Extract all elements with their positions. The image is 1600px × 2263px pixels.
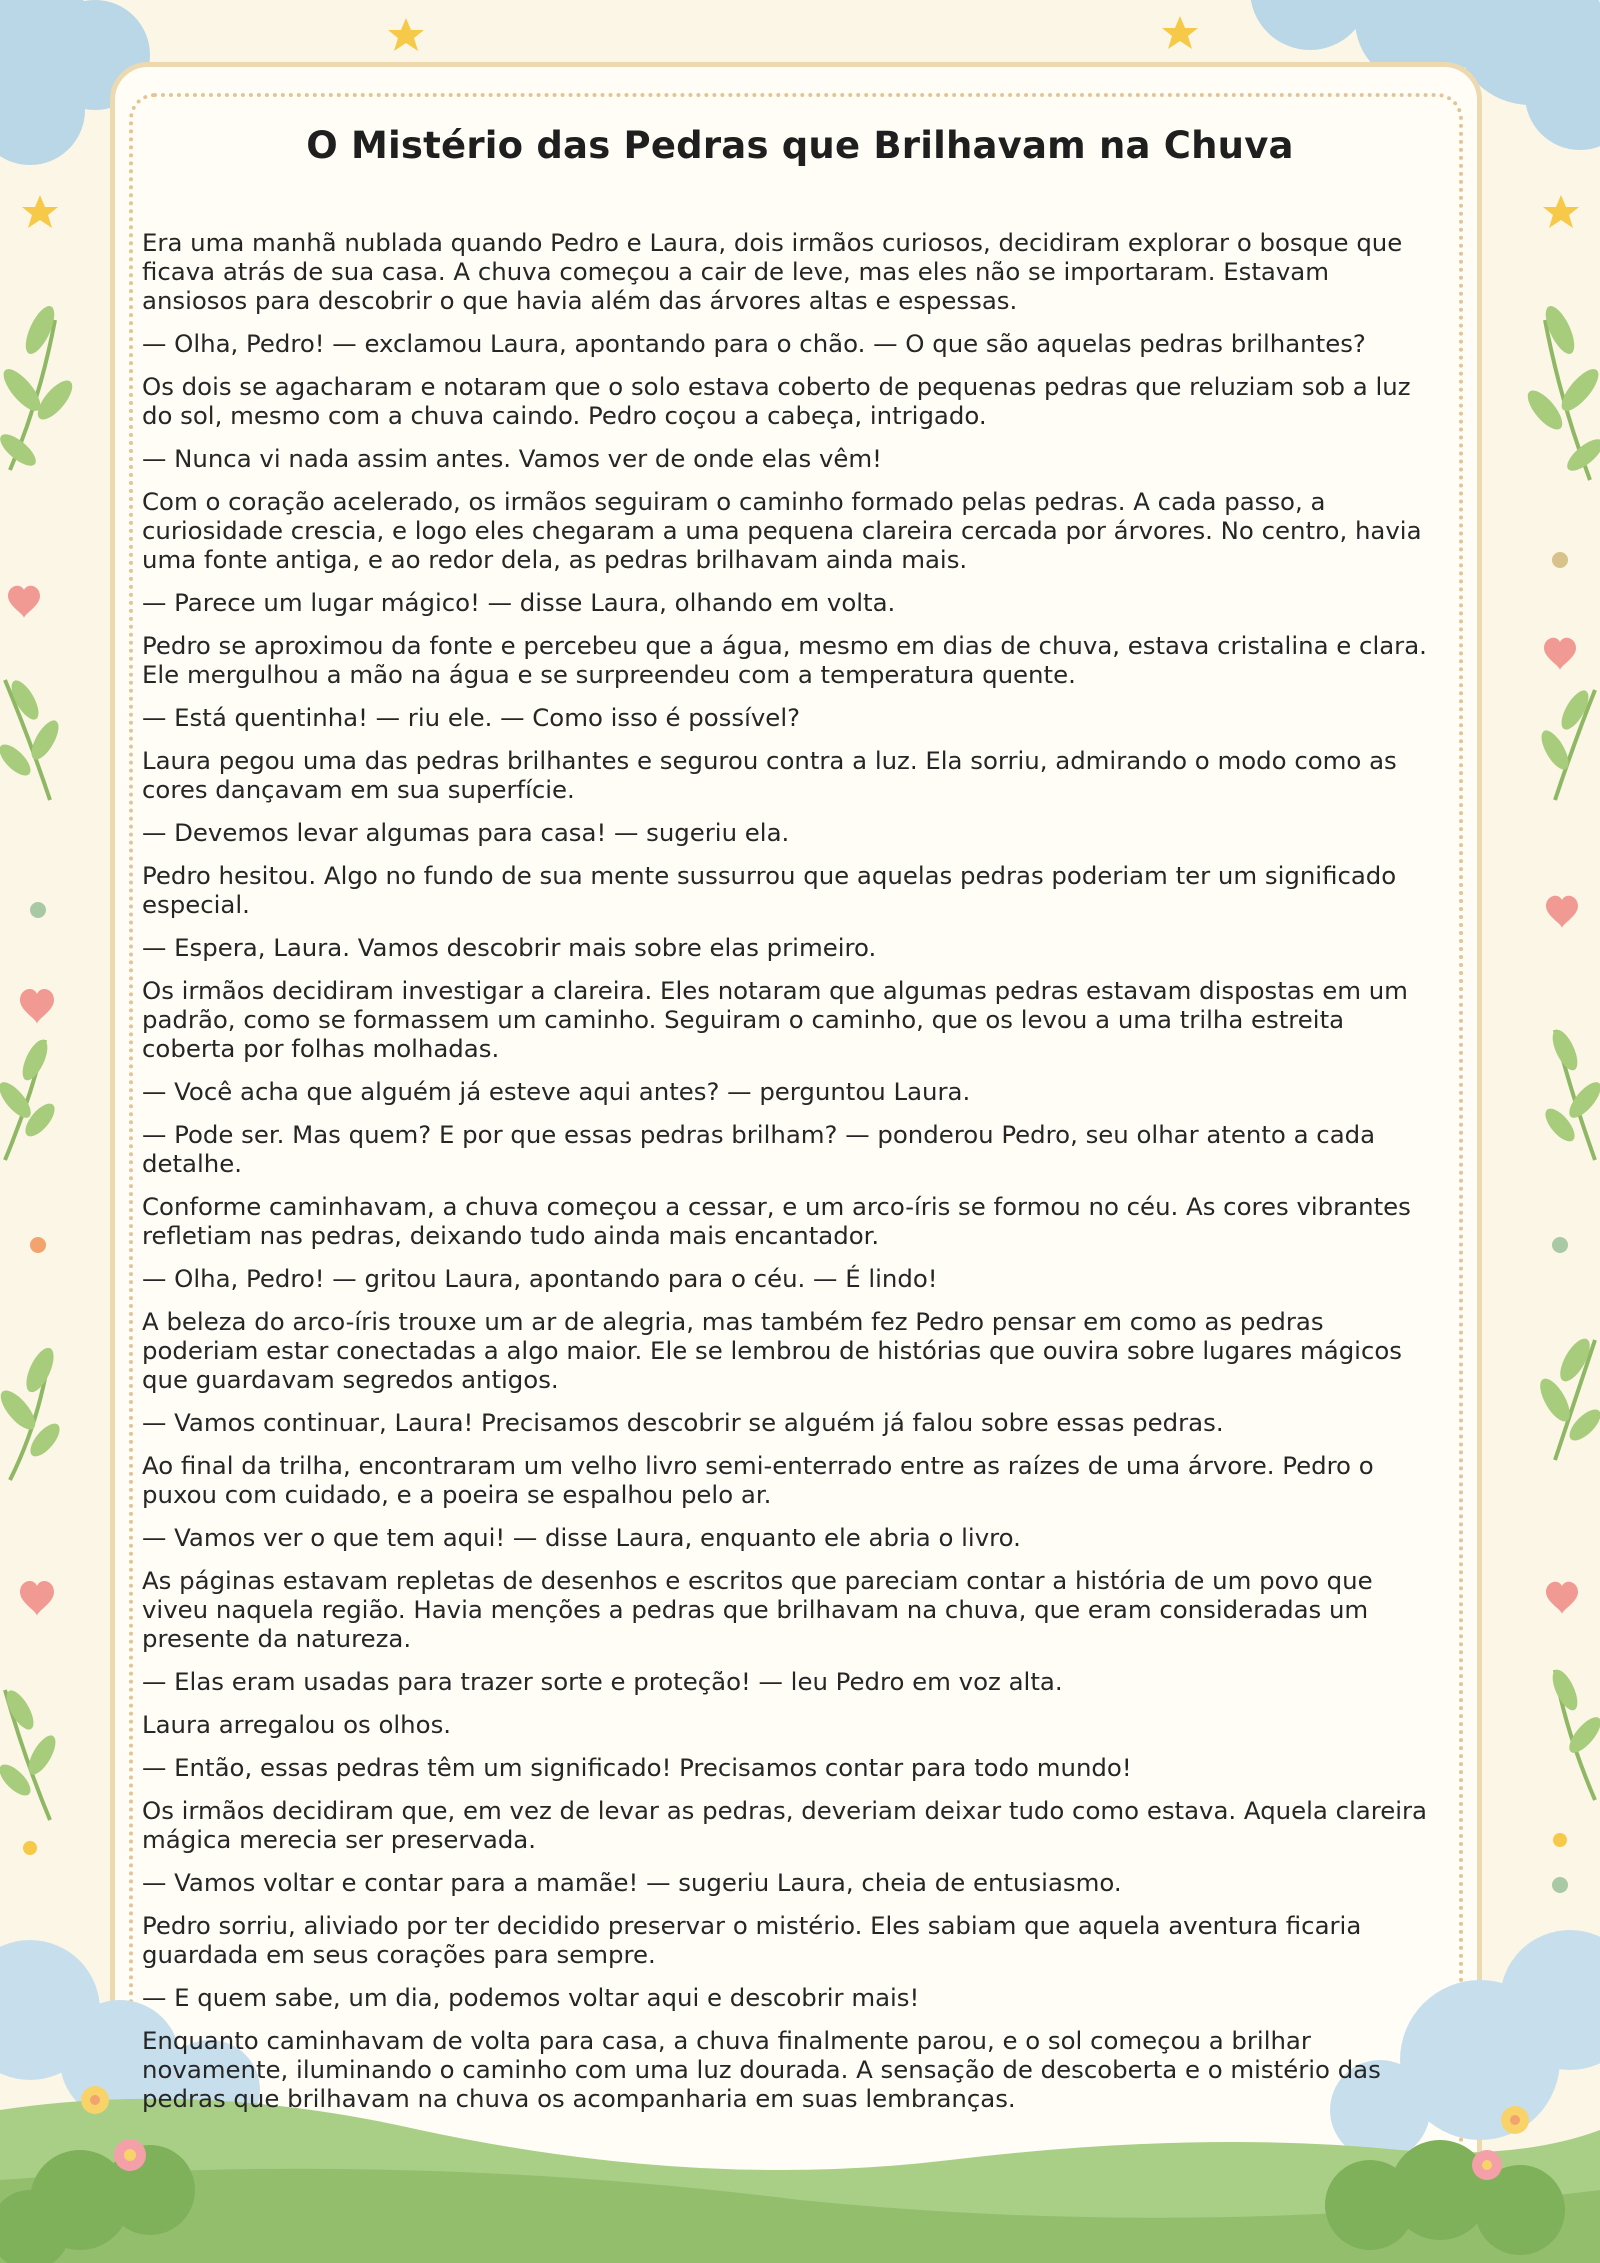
story-paragraph: Pedro sorriu, aliviado por ter decidido preservar o mistério. Eles sabiam que aquela aventura ficaria guardada em seus corações para sempre. (142, 1911, 1362, 1969)
story-paragraph: A beleza do arco-íris trouxe um ar de alegria, mas também fez Pedro pensar em como as pedras poderiam estar conectadas a algo maior. Ele se lembrou de histórias que ouvira sobre lugares mágicos que guardavam segredos antigos. (142, 1307, 1402, 1394)
story-paragraph: Conforme caminhavam, a chuva começou a cessar, e um arco-íris se formou no céu. As cores vibrantes refletiam nas pedras, deixando tudo ainda mais encantador. (142, 1192, 1411, 1250)
story-paragraph: — Pode ser. Mas quem? E por que essas pedras brilham? — ponderou Pedro, seu olhar atento a cada detalhe. (142, 1120, 1376, 1178)
story-paragraph: Era uma manhã nublada quando Pedro e Laura, dois irmãos curiosos, decidiram explorar o bosque que ficava atrás de sua casa. A chuva começou a cair de leve, mas eles não se importaram. Estavam ansiosos para descobrir o que havia além das árvores altas e espessas. (142, 228, 1403, 315)
story-paragraph: Os irmãos decidiram que, em vez de levar as pedras, deveriam deixar tudo como estava. Aquela clareira mágica merecia ser preservada. (142, 1796, 1427, 1854)
story-paragraph: — E quem sabe, um dia, podemos voltar aqui e descobrir mais! (142, 1983, 920, 2012)
story-paragraph: Enquanto caminhavam de volta para casa, a chuva finalmente parou, e o sol começou a brilhar novamente, iluminando o caminho com uma luz dourada. A sensação de descoberta e o mistério das pedras que brilhavam na chuva os acompanharia em suas lembranças. (142, 2026, 1381, 2113)
story-paragraph: Laura pegou uma das pedras brilhantes e segurou contra a luz. Ela sorriu, admirando o modo como as cores dançavam em sua superfície. (142, 746, 1397, 804)
story-paragraph: — Vamos continuar, Laura! Precisamos descobrir se alguém já falou sobre essas pedras. (142, 1408, 1224, 1437)
story-paragraph: — Devemos levar algumas para casa! — sugeriu ela. (142, 818, 790, 847)
story-paragraph: Os dois se agacharam e notaram que o solo estava coberto de pequenas pedras que reluziam sob a luz do sol, mesmo com a chuva caindo. Pedro coçou a cabeça, intrigado. (142, 372, 1411, 430)
story-paragraph: Ao final da trilha, encontraram um velho livro semi-enterrado entre as raízes de uma árvore. Pedro o puxou com cuidado, e a poeira se espalhou pelo ar. (142, 1451, 1374, 1509)
story-paragraph: — Então, essas pedras têm um significado! Precisamos contar para todo mundo! (142, 1753, 1132, 1782)
story-paragraph: — Espera, Laura. Vamos descobrir mais sobre elas primeiro. (142, 933, 877, 962)
story-paragraph: — Olha, Pedro! — gritou Laura, apontando para o céu. — É lindo! (142, 1264, 938, 1293)
story-paragraph: — Nunca vi nada assim antes. Vamos ver de onde elas vêm! (142, 444, 882, 473)
story-title: O Mistério das Pedras que Brilhavam na Chuva (306, 124, 1294, 167)
story-body (142, 228, 1432, 2127)
story-paragraph: — Vamos ver o que tem aqui! — disse Laura, enquanto ele abria o livro. (142, 1523, 1021, 1552)
story-paragraph: Pedro hesitou. Algo no fundo de sua mente sussurrou que aquelas pedras poderiam ter um significado especial. (142, 861, 1397, 919)
story-paragraph: — Parece um lugar mágico! — disse Laura, olhando em volta. (142, 588, 896, 617)
story-paragraph: Laura arregalou os olhos. (142, 1710, 452, 1739)
story-paragraph: — Está quentinha! — riu ele. — Como isso é possível? (142, 703, 801, 732)
story-paragraph: — Olha, Pedro! — exclamou Laura, apontando para o chão. — O que são aquelas pedras brilhantes? (142, 329, 1366, 358)
story-paragraph: — Elas eram usadas para trazer sorte e proteção! — leu Pedro em voz alta. (142, 1667, 1063, 1696)
story-paragraph: Os irmãos decidiram investigar a clareira. Eles notaram que algumas pedras estavam dispostas em um padrão, como se formassem um caminho. Seguiram o caminho, que os levou a uma trilha estreita coberta por folhas molhadas. (142, 976, 1408, 1063)
story-paragraph: Pedro se aproximou da fonte e percebeu que a água, mesmo em dias de chuva, estava cristalina e clara. Ele mergulhou a mão na água e se surpreendeu com a temperatura quente. (142, 631, 1427, 689)
story-paragraph: Com o coração acelerado, os irmãos seguiram o caminho formado pelas pedras. A cada passo, a curiosidade crescia, e logo eles chegaram a uma pequena clareira cercada por árvores. No centro, havia uma fonte antiga, e ao redor dela, as pedras brilhavam ainda mais. (142, 487, 1422, 574)
story-paragraph: — Vamos voltar e contar para a mamãe! — sugeriu Laura, cheia de entusiasmo. (142, 1868, 1122, 1897)
story-paragraph: As páginas estavam repletas de desenhos e escritos que pareciam contar a história de um povo que viveu naquela região. Havia menções a pedras que brilhavam na chuva, que eram consideradas um presente da natureza. (142, 1566, 1373, 1653)
story-paragraph: — Você acha que alguém já esteve aqui antes? — perguntou Laura. (142, 1077, 971, 1106)
